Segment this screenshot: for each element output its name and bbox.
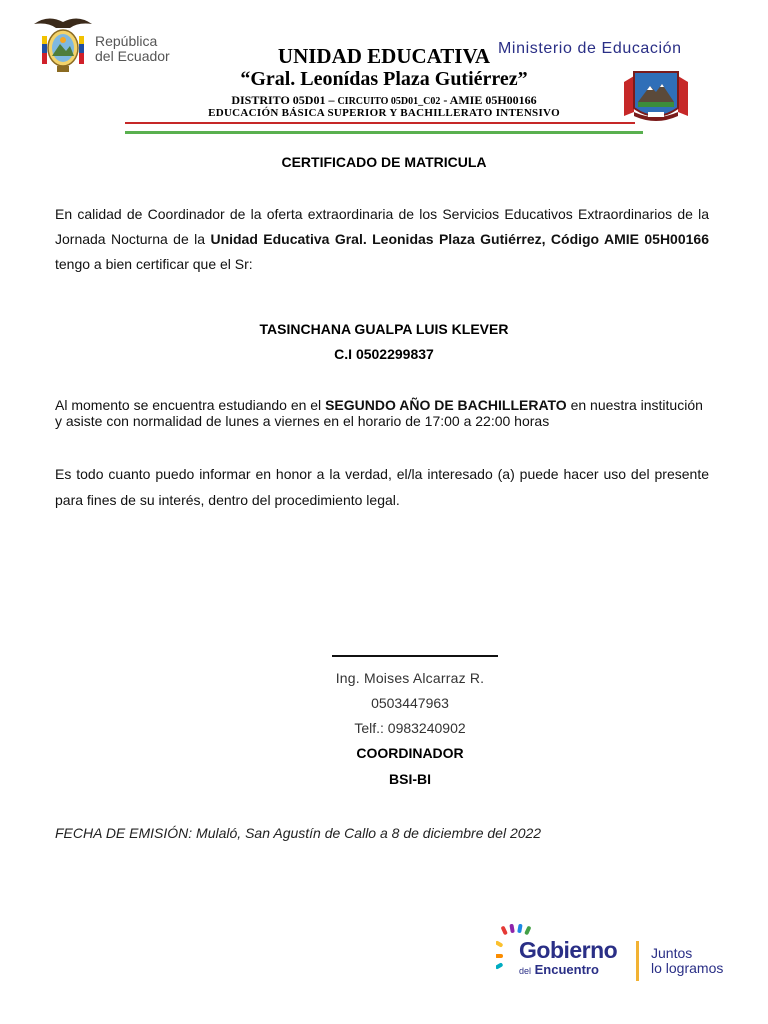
republica-line: República bbox=[95, 33, 158, 49]
signer-phone: Telf.: 0983240902 bbox=[354, 720, 466, 736]
issue-date: FECHA DE EMISIÓN: Mulaló, San Agustín de Callo a 8 de diciembre del 2022 bbox=[55, 825, 542, 841]
ministry-name: Ministerio de Educación bbox=[498, 40, 682, 57]
header-divider-green bbox=[125, 131, 643, 134]
district-part3: - AMIE 05H00166 bbox=[440, 93, 537, 107]
signature-line bbox=[332, 655, 498, 657]
signer-unit: BSI-BI bbox=[389, 771, 431, 787]
slogan-line2: lo logramos bbox=[651, 960, 724, 976]
paragraph-closing: Es todo cuanto puedo informar en honor a la verdad, el/la interesado (a) puede hacer uso del presente para fines de su interés, dentro del procedimiento legal. bbox=[55, 466, 709, 508]
enrollment-text-a: Al momento se encuentra estudiando en el bbox=[55, 397, 326, 413]
header-divider-red bbox=[125, 122, 635, 124]
student-id: C.I 0502299837 bbox=[334, 346, 434, 362]
intro-text-c: tengo a bien certificar que el Sr: bbox=[55, 256, 253, 272]
signer-role: COORDINADOR bbox=[356, 745, 464, 761]
school-badge-icon bbox=[620, 68, 692, 124]
district-part1: DISTRITO 05D01 – bbox=[231, 93, 338, 107]
school-subtitle: “Gral. Leonídas Plaza Gutiérrez” bbox=[240, 68, 528, 90]
gobierno-logo-subline bbox=[519, 962, 599, 977]
paragraph-enrollment bbox=[55, 397, 709, 429]
enrollment-text-c: en nuestra institución y asiste con normalidad de lunes a viernes en el horario de 17:00 a 22:00 horas bbox=[55, 397, 703, 429]
student-name: TASINCHANA GUALPA LUIS KLEVER bbox=[259, 321, 509, 337]
certificate-title: CERTIFICADO DE MATRICULA bbox=[281, 154, 487, 170]
gobierno-logo-word: Gobierno bbox=[519, 937, 618, 963]
gobierno-encuentro: Encuentro bbox=[534, 962, 599, 977]
intro-text-a: En calidad de Coordinador de la oferta extraordinaria de los Servicios Educativos Extraordinarios de la Jornada Nocturna de la bbox=[55, 206, 709, 247]
gobierno-del: del bbox=[519, 966, 532, 976]
ecuador-line: del Ecuador bbox=[95, 48, 170, 64]
logo-divider bbox=[636, 941, 639, 981]
intro-text-institution: Unidad Educativa Gral. Leonidas Plaza Gutiérrez, Código AMIE 05H00166 bbox=[210, 231, 709, 247]
slogan-line1: Juntos bbox=[651, 945, 693, 961]
school-title: UNIDAD EDUCATIVA bbox=[277, 44, 491, 68]
signer-name: Ing. Moises Alcarraz R. bbox=[335, 670, 485, 686]
district-part2: CIRCUITO 05D01_C02 bbox=[337, 96, 441, 107]
paragraph-intro bbox=[55, 202, 709, 277]
slogan bbox=[651, 946, 723, 976]
program-line: EDUCACIÓN BÁSICA SUPERIOR Y BACHILLERATO INTENSIVO bbox=[208, 107, 560, 119]
enrollment-grade: SEGUNDO AÑO DE BACHILLERATO bbox=[325, 397, 567, 413]
signer-id: 0503447963 bbox=[371, 695, 449, 711]
